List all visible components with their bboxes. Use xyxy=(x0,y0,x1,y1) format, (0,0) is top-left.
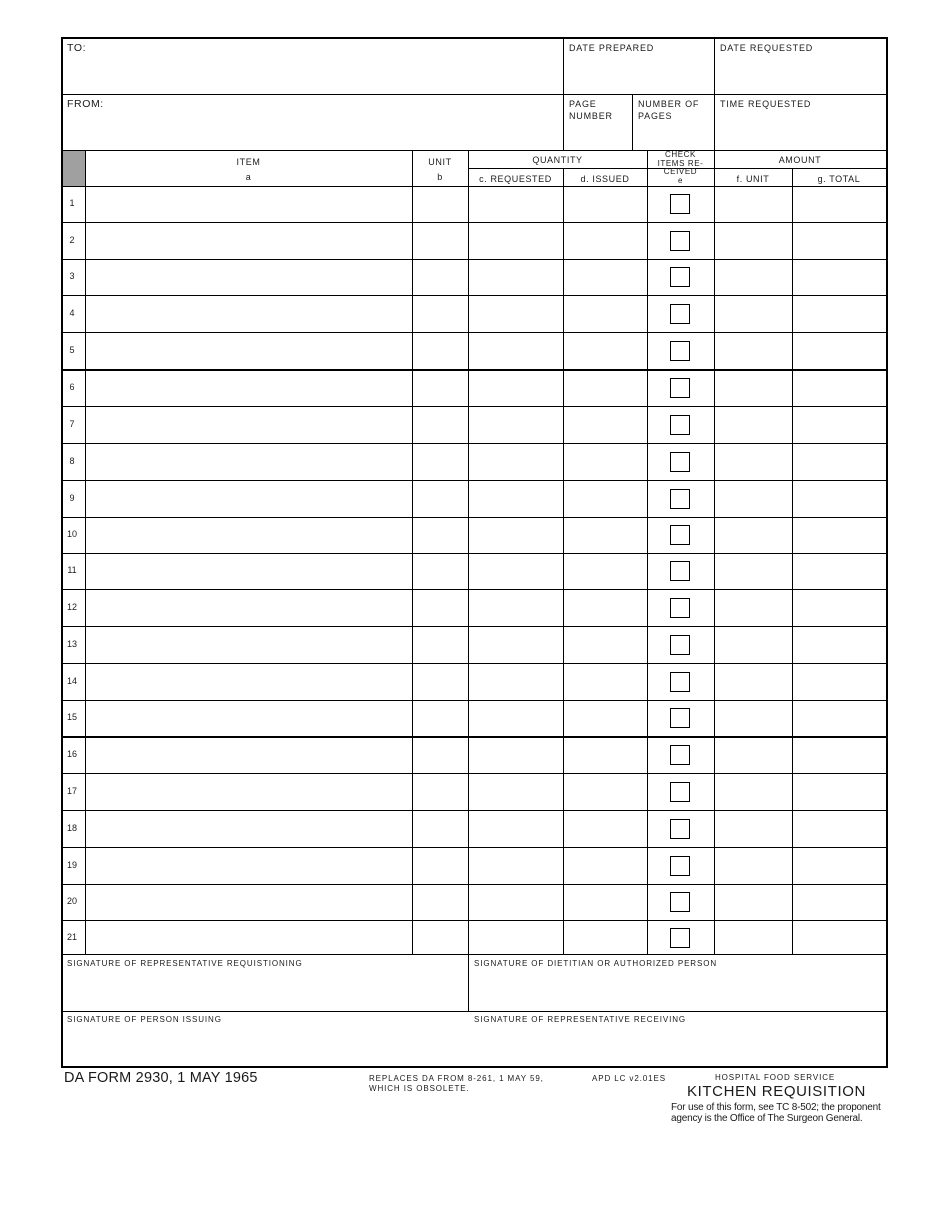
item-cell[interactable] xyxy=(86,333,412,369)
requested-cell[interactable] xyxy=(469,296,563,332)
item-cell[interactable] xyxy=(86,848,412,884)
item-cell[interactable] xyxy=(86,518,412,553)
total-cell[interactable] xyxy=(793,921,886,955)
requested-cell[interactable] xyxy=(469,223,563,259)
unit-cell[interactable] xyxy=(413,223,468,259)
unit-price-cell[interactable] xyxy=(715,554,792,589)
check-header-line: ITEMS RE- xyxy=(657,158,704,168)
unit-price-cell[interactable] xyxy=(715,921,792,955)
requested-cell[interactable] xyxy=(469,518,563,553)
row-number: 2 xyxy=(69,234,75,245)
replaces-note-line: WHICH IS OBSOLETE. xyxy=(369,1084,470,1093)
unit-cell[interactable] xyxy=(413,737,468,773)
signature-requisitioning-field[interactable] xyxy=(63,955,468,1011)
unit-cell[interactable] xyxy=(413,444,468,480)
unit-price-cell[interactable] xyxy=(715,627,792,663)
unit-cell[interactable] xyxy=(413,370,468,406)
row-number: 17 xyxy=(66,785,77,796)
total-cell[interactable] xyxy=(793,296,886,332)
total-cell[interactable] xyxy=(793,664,886,700)
unit-column-header: UNIT xyxy=(428,157,452,167)
page-number-field[interactable] xyxy=(564,95,632,150)
received-checkbox[interactable] xyxy=(670,708,690,728)
form-number: DA FORM 2930, 1 MAY 1965 xyxy=(64,1070,258,1086)
requested-cell[interactable] xyxy=(469,627,563,663)
item-cell[interactable] xyxy=(86,407,412,443)
total-cell[interactable] xyxy=(793,590,886,626)
requested-cell[interactable] xyxy=(469,481,563,517)
received-checkbox[interactable] xyxy=(670,452,690,472)
unit-price-cell[interactable] xyxy=(715,187,792,222)
issued-cell[interactable] xyxy=(564,921,647,955)
requested-cell[interactable] xyxy=(469,664,563,700)
total-cell[interactable] xyxy=(793,481,886,517)
requested-cell[interactable] xyxy=(469,554,563,589)
total-cell[interactable] xyxy=(793,774,886,810)
item-cell[interactable] xyxy=(86,627,412,663)
requested-column-header: c. REQUESTED xyxy=(479,174,552,184)
service-label: HOSPITAL FOOD SERVICE xyxy=(715,1073,836,1082)
issued-cell[interactable] xyxy=(564,407,647,443)
usage-note xyxy=(671,1102,881,1124)
unit-cell[interactable] xyxy=(413,407,468,443)
unit-cell[interactable] xyxy=(413,885,468,920)
requested-cell[interactable] xyxy=(469,370,563,406)
unit-cell[interactable] xyxy=(413,774,468,810)
time-requested-label: TIME REQUESTED xyxy=(720,99,812,109)
usage-note-line: agency is the Office of The Surgeon General. xyxy=(671,1113,863,1124)
signature-receiving-field[interactable] xyxy=(469,1012,886,1066)
issued-cell[interactable] xyxy=(564,444,647,480)
received-checkbox[interactable] xyxy=(670,928,690,948)
received-checkbox[interactable] xyxy=(670,745,690,765)
row-number: 6 xyxy=(69,381,75,392)
received-checkbox[interactable] xyxy=(670,194,690,214)
row-number: 10 xyxy=(66,529,77,539)
received-checkbox[interactable] xyxy=(670,525,690,545)
total-cell[interactable] xyxy=(793,518,886,553)
row-number: 15 xyxy=(66,712,77,722)
requested-cell[interactable] xyxy=(469,590,563,626)
item-cell[interactable] xyxy=(86,590,412,626)
requested-cell[interactable] xyxy=(469,333,563,369)
requested-cell[interactable] xyxy=(469,737,563,773)
from-field[interactable] xyxy=(63,95,563,150)
unit-price-cell[interactable] xyxy=(715,811,792,847)
total-cell[interactable] xyxy=(793,260,886,295)
amount-column-header: AMOUNT xyxy=(778,155,822,165)
unit-cell[interactable] xyxy=(413,296,468,332)
unit-price-cell[interactable] xyxy=(715,481,792,517)
received-checkbox[interactable] xyxy=(670,635,690,655)
item-cell[interactable] xyxy=(86,260,412,295)
date-requested-label: DATE REQUESTED xyxy=(720,43,814,53)
issued-cell[interactable] xyxy=(564,296,647,332)
unit-price-cell[interactable] xyxy=(715,590,792,626)
requested-cell[interactable] xyxy=(469,260,563,295)
date-prepared-field[interactable] xyxy=(564,39,714,94)
item-column-header: ITEM xyxy=(236,157,261,167)
unit-cell[interactable] xyxy=(413,481,468,517)
requested-cell[interactable] xyxy=(469,921,563,955)
requested-cell[interactable] xyxy=(469,187,563,222)
replaces-note xyxy=(369,1074,544,1094)
item-cell[interactable] xyxy=(86,664,412,700)
check-header-line: CEIVED xyxy=(663,167,698,176)
issued-cell[interactable] xyxy=(564,737,647,773)
unit-price-column-header: f. UNIT xyxy=(736,174,770,184)
unit-cell[interactable] xyxy=(413,554,468,589)
date-requested-field[interactable] xyxy=(715,39,886,94)
unit-cell[interactable] xyxy=(413,590,468,626)
version-label: APD LC v2.01ES xyxy=(592,1074,666,1083)
total-cell[interactable] xyxy=(793,701,886,736)
total-cell[interactable] xyxy=(793,848,886,884)
row-number: 16 xyxy=(66,748,77,759)
unit-cell[interactable] xyxy=(413,701,468,736)
requested-cell[interactable] xyxy=(469,701,563,736)
unit-cell[interactable] xyxy=(413,921,468,955)
page-number-label-line: PAGE xyxy=(569,99,597,109)
quantity-column-header: QUANTITY xyxy=(532,155,583,165)
row-number: 5 xyxy=(69,344,75,355)
item-cell[interactable] xyxy=(86,223,412,259)
total-cell[interactable] xyxy=(793,444,886,480)
received-checkbox[interactable] xyxy=(670,561,690,581)
unit-cell[interactable] xyxy=(413,627,468,663)
requested-cell[interactable] xyxy=(469,774,563,810)
issued-column-header: d. ISSUED xyxy=(580,174,630,184)
received-checkbox[interactable] xyxy=(670,267,690,287)
item-cell[interactable] xyxy=(86,481,412,517)
received-checkbox[interactable] xyxy=(670,598,690,618)
total-cell[interactable] xyxy=(793,737,886,773)
total-cell[interactable] xyxy=(793,627,886,663)
unit-price-cell[interactable] xyxy=(715,223,792,259)
issued-cell[interactable] xyxy=(564,627,647,663)
received-checkbox[interactable] xyxy=(670,231,690,251)
row-number: 14 xyxy=(66,675,77,686)
issued-cell[interactable] xyxy=(564,187,647,222)
check-items-received-header xyxy=(647,151,714,185)
unit-cell[interactable] xyxy=(413,260,468,295)
signature-dietitian-label: SIGNATURE OF DIETITIAN OR AUTHORIZED PERSON xyxy=(474,959,718,968)
unit-price-cell[interactable] xyxy=(715,444,792,480)
unit-cell[interactable] xyxy=(413,333,468,369)
header-shade xyxy=(63,151,85,186)
signature-requisitioning-label: SIGNATURE OF REPRESENTATIVE REQUISTIONING xyxy=(67,959,303,968)
item-cell[interactable] xyxy=(86,444,412,480)
issued-cell[interactable] xyxy=(564,481,647,517)
row-number: 13 xyxy=(66,638,77,649)
signature-issuing-label: SIGNATURE OF PERSON ISSUING xyxy=(67,1015,222,1024)
item-cell[interactable] xyxy=(86,737,412,773)
item-cell[interactable] xyxy=(86,296,412,332)
issued-cell[interactable] xyxy=(564,811,647,847)
item-column-letter: a xyxy=(245,172,252,182)
issued-cell[interactable] xyxy=(564,223,647,259)
issued-cell[interactable] xyxy=(564,518,647,553)
number-of-pages-field[interactable] xyxy=(633,95,714,150)
unit-cell[interactable] xyxy=(413,848,468,884)
total-cell[interactable] xyxy=(793,187,886,222)
received-checkbox[interactable] xyxy=(670,782,690,802)
number-of-pages-label-line: NUMBER OF xyxy=(638,99,700,109)
row-number: 3 xyxy=(69,271,75,281)
total-cell[interactable] xyxy=(793,407,886,443)
unit-cell[interactable] xyxy=(413,811,468,847)
received-checkbox[interactable] xyxy=(670,341,690,361)
unit-price-cell[interactable] xyxy=(715,260,792,295)
check-header-line: CHECK xyxy=(664,150,696,159)
unit-column-letter: b xyxy=(437,172,443,182)
requested-cell[interactable] xyxy=(469,444,563,480)
divider xyxy=(63,150,886,151)
from-label: FROM: xyxy=(67,98,104,110)
issued-cell[interactable] xyxy=(564,590,647,626)
kitchen-requisition-form xyxy=(61,37,888,1068)
total-column-header: g. TOTAL xyxy=(817,174,861,184)
row-number: 8 xyxy=(69,455,75,466)
row-number: 19 xyxy=(66,859,77,870)
requested-cell[interactable] xyxy=(469,811,563,847)
row-number: 1 xyxy=(69,198,75,208)
unit-price-cell[interactable] xyxy=(715,370,792,406)
received-checkbox[interactable] xyxy=(670,672,690,692)
issued-cell[interactable] xyxy=(564,848,647,884)
unit-price-cell[interactable] xyxy=(715,885,792,920)
received-checkbox[interactable] xyxy=(670,892,690,912)
unit-cell[interactable] xyxy=(413,187,468,222)
usage-note-line: For use of this form, see TC 8-502; the proponent xyxy=(671,1102,881,1113)
row-number: 20 xyxy=(66,896,77,906)
total-cell[interactable] xyxy=(793,223,886,259)
issued-cell[interactable] xyxy=(564,885,647,920)
item-cell[interactable] xyxy=(86,370,412,406)
received-checkbox[interactable] xyxy=(670,378,690,398)
total-cell[interactable] xyxy=(793,554,886,589)
received-checkbox[interactable] xyxy=(670,415,690,435)
total-cell[interactable] xyxy=(793,370,886,406)
signature-dietitian-field[interactable] xyxy=(469,955,886,1011)
row-number: 21 xyxy=(66,931,77,942)
page-number-label-line: NUMBER xyxy=(569,111,613,121)
time-requested-field[interactable] xyxy=(715,95,886,150)
requested-cell[interactable] xyxy=(469,885,563,920)
unit-price-cell[interactable] xyxy=(715,664,792,700)
issued-cell[interactable] xyxy=(564,370,647,406)
row-number: 4 xyxy=(69,307,75,318)
unit-price-cell[interactable] xyxy=(715,701,792,736)
issued-cell[interactable] xyxy=(564,260,647,295)
row-number: 11 xyxy=(67,565,77,575)
requested-cell[interactable] xyxy=(469,848,563,884)
received-checkbox[interactable] xyxy=(670,856,690,876)
row-number: 7 xyxy=(69,418,75,429)
unit-price-cell[interactable] xyxy=(715,774,792,810)
received-checkbox[interactable] xyxy=(670,819,690,839)
received-checkbox[interactable] xyxy=(670,489,690,509)
unit-price-cell[interactable] xyxy=(715,296,792,332)
issued-cell[interactable] xyxy=(564,701,647,736)
row-number: 18 xyxy=(66,822,77,833)
item-cell[interactable] xyxy=(86,701,412,736)
total-cell[interactable] xyxy=(793,333,886,369)
unit-price-cell[interactable] xyxy=(715,333,792,369)
unit-cell[interactable] xyxy=(413,518,468,553)
signature-receiving-label: SIGNATURE OF REPRESENTATIVE RECEIVING xyxy=(474,1015,686,1024)
issued-cell[interactable] xyxy=(564,554,647,589)
item-cell[interactable] xyxy=(86,187,412,222)
unit-price-cell[interactable] xyxy=(715,407,792,443)
row-number: 12 xyxy=(66,601,77,612)
check-column-letter: e xyxy=(677,175,684,185)
form-title: KITCHEN REQUISITION xyxy=(687,1083,866,1100)
total-cell[interactable] xyxy=(793,885,886,920)
issued-cell[interactable] xyxy=(564,664,647,700)
unit-price-cell[interactable] xyxy=(715,737,792,773)
signature-issuing-field[interactable] xyxy=(63,1012,468,1066)
unit-price-cell[interactable] xyxy=(715,848,792,884)
item-cell[interactable] xyxy=(86,885,412,920)
requested-cell[interactable] xyxy=(469,407,563,443)
unit-cell[interactable] xyxy=(413,664,468,700)
issued-cell[interactable] xyxy=(564,333,647,369)
total-cell[interactable] xyxy=(793,811,886,847)
to-label: TO: xyxy=(67,42,87,54)
item-cell[interactable] xyxy=(86,921,412,955)
row-number: 9 xyxy=(69,492,75,503)
issued-cell[interactable] xyxy=(564,774,647,810)
item-cell[interactable] xyxy=(86,554,412,589)
unit-price-cell[interactable] xyxy=(715,518,792,553)
item-cell[interactable] xyxy=(86,811,412,847)
date-prepared-label: DATE PREPARED xyxy=(569,43,655,53)
number-of-pages-label-line: PAGES xyxy=(638,111,673,121)
item-cell[interactable] xyxy=(86,774,412,810)
received-checkbox[interactable] xyxy=(670,304,690,324)
replaces-note-line: REPLACES DA FROM 8-261, 1 MAY 59, xyxy=(369,1074,544,1083)
to-field[interactable] xyxy=(63,39,563,94)
